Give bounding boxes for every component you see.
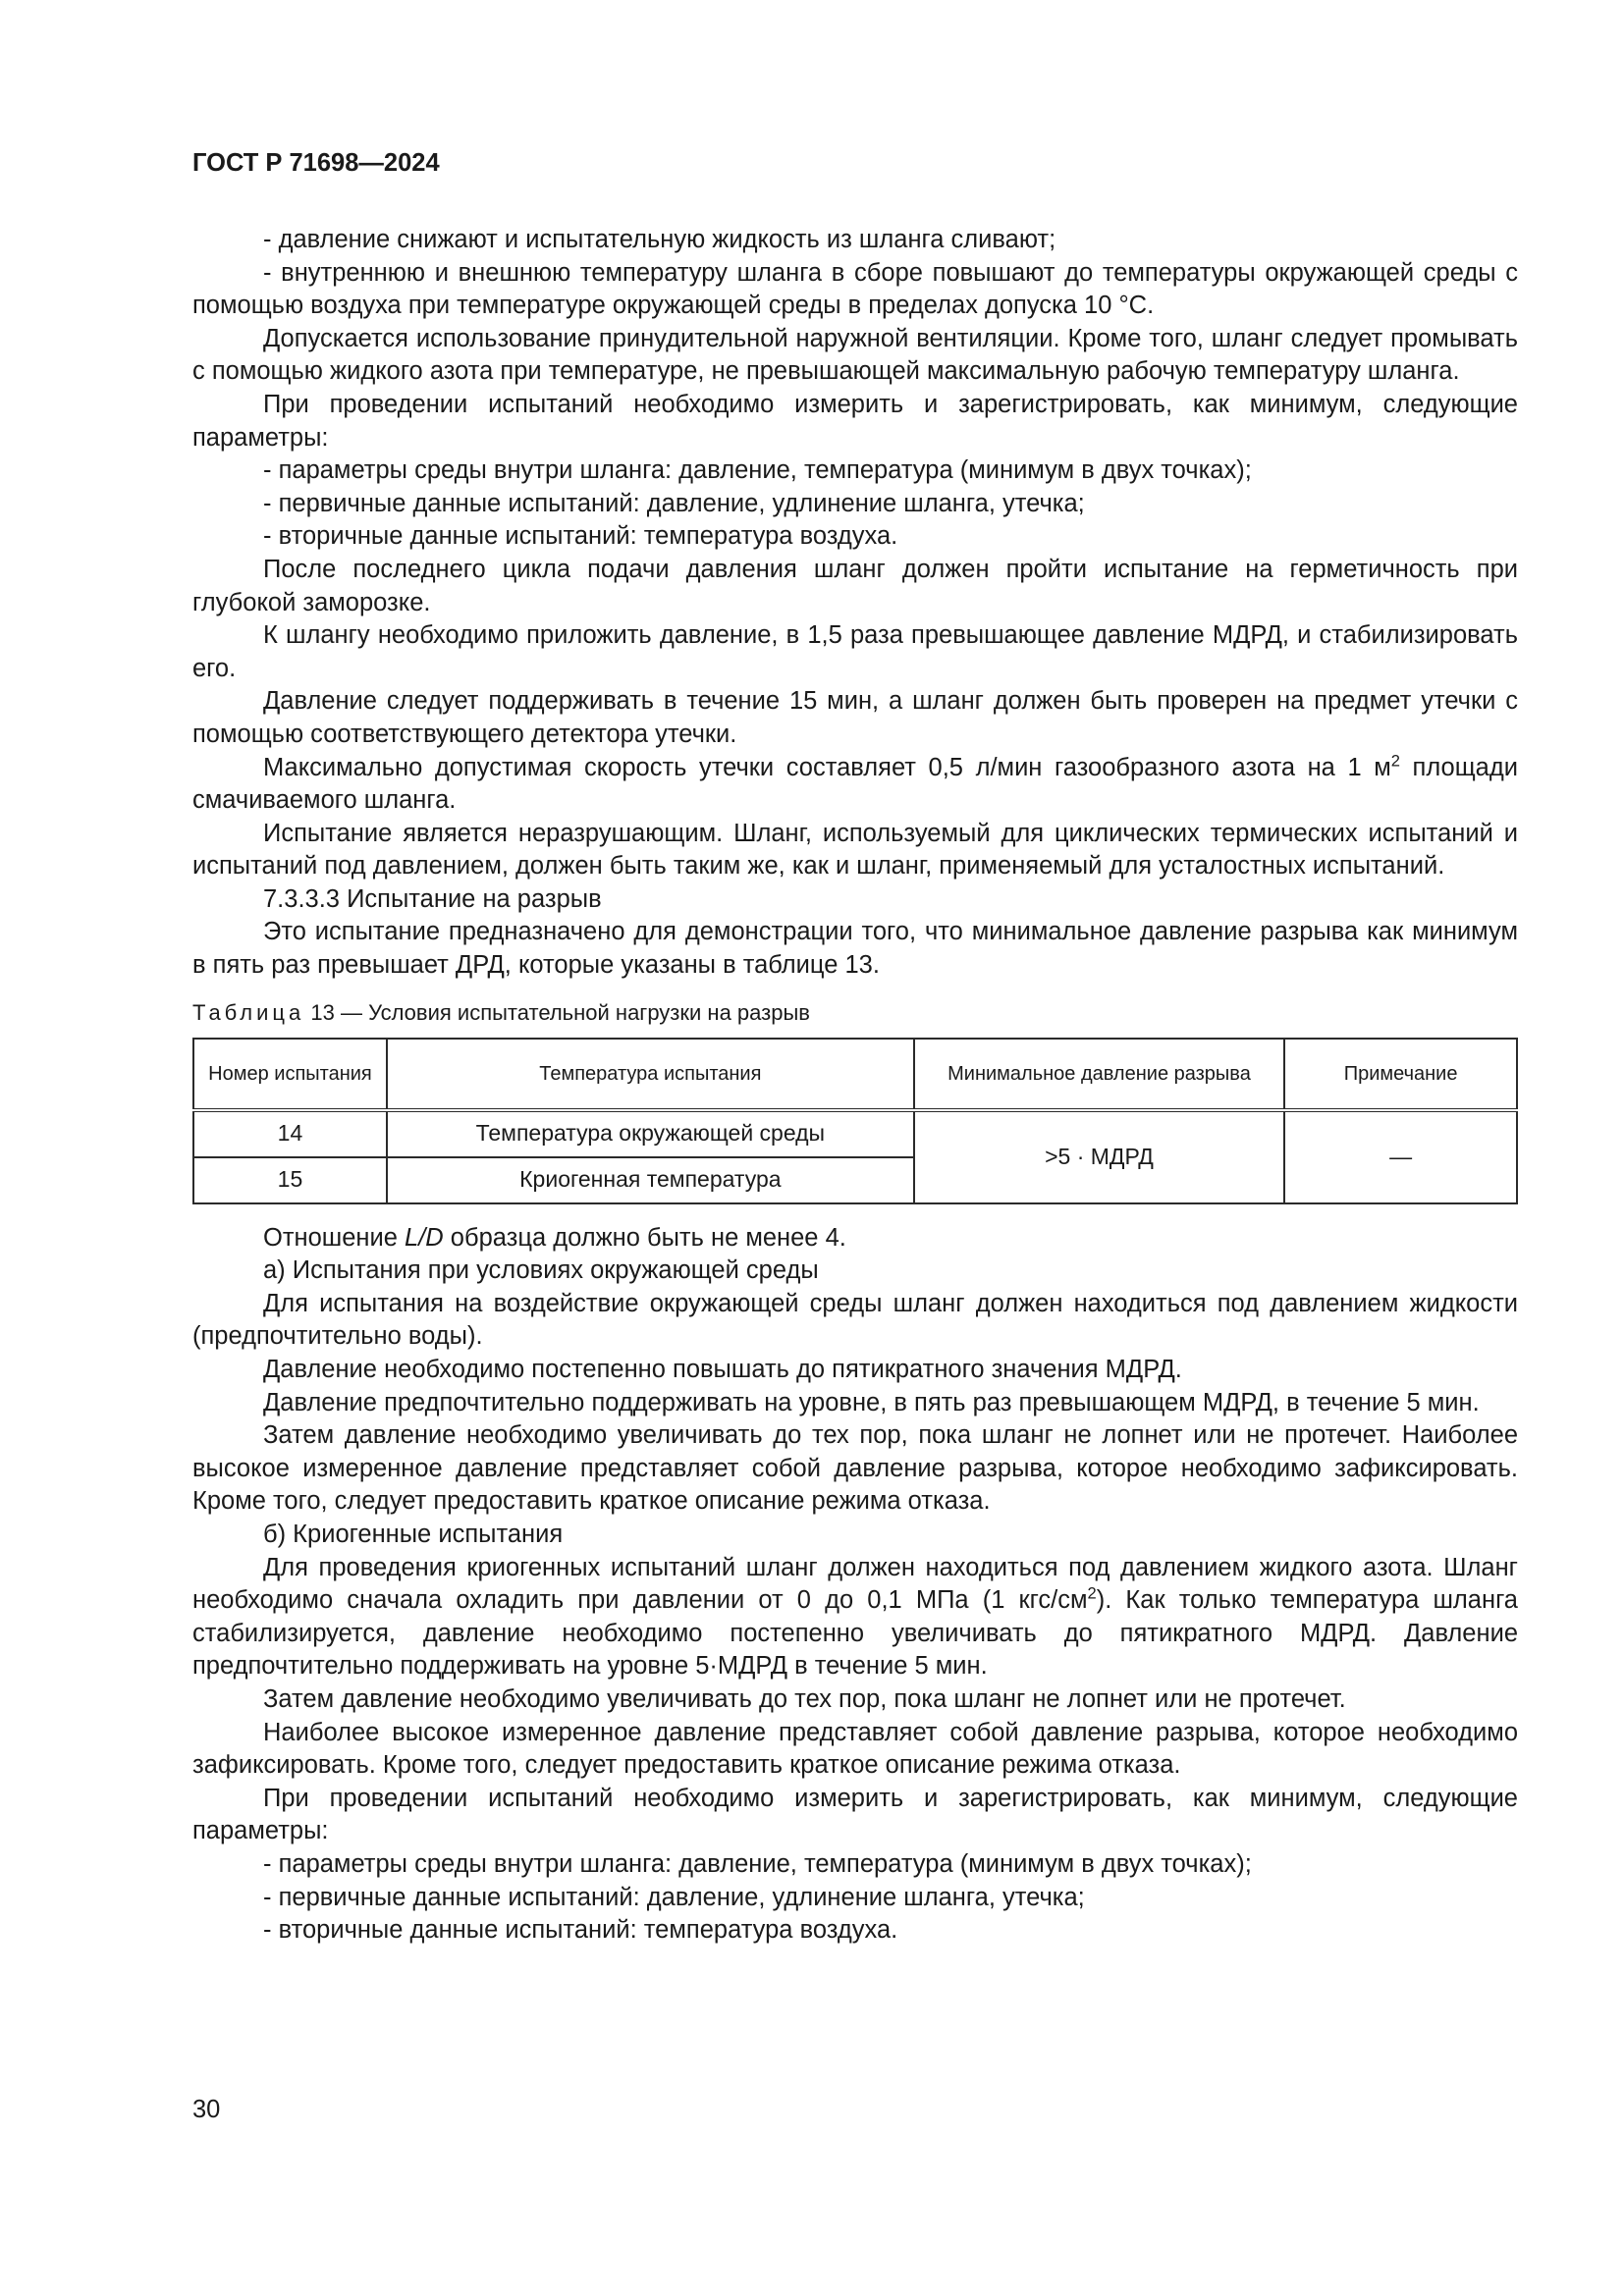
paragraph: Испытание является неразрушающим. Шланг, используемый для циклических термических испытаний и испытаний под давлением, должен быть таким же, как и шланг, применяемый для усталостных испытаний. [192,819,1518,881]
paragraph: Давление следует поддерживать в течение 15 мин, а шланг должен быть проверен на предмет утечки с помощью соответствующего детектора утечки. [192,687,1518,748]
table-caption-text: 13 — Условия испытательной нагрузки на разрыв [304,999,810,1025]
table-caption-label: Таблица [192,999,305,1025]
paragraph: Это испытание предназначено для демонстрации того, что минимальное давление разрыва как минимум в пять раз превышает ДРД, которые указаны в таблице 13. [192,918,1518,980]
page-number: 30 [192,2096,221,2123]
paragraph: - внутреннюю и внешнюю температуру шланга в сборе повышают до температуры окружающей среды с помощью воздуха при температуре окружающей среды в пределах допуска 10 °С. [192,258,1518,320]
subsection-heading: б) Криогенные испытания [263,1521,564,1548]
paragraph-ld-ratio [192,1222,1518,1255]
subsection-heading: а) Испытания при условиях окружающей среды [263,1256,819,1285]
paragraph: - давление снижают и испытательную жидкость из шланга сливают; [263,226,1056,253]
column-header: Примечание [1284,1039,1517,1110]
text-run: ). Как только температура шланга стабилизируется, давление необходимо постепенно увеличивать до пятикратного МДРД. Давление предпочтительно поддерживать на уровне 5·МДРД в течение 5 мин. [192,1586,1518,1681]
paragraph: К шлангу необходимо приложить давление, в 1,5 раза превышающее давление МДРД, и стабилизировать его. [192,621,1518,682]
paragraph-leak-rate [192,752,1518,818]
section-heading: 7.3.3.3 Испытание на разрыв [263,884,602,913]
data-table [192,1038,1518,1204]
table-row [193,1110,1517,1157]
text-run: площади смачиваемого шланга. [192,753,1518,815]
superscript: 2 [1087,1583,1097,1603]
paragraph: При проведении испытаний необходимо измерить и зарегистрировать, как минимум, следующие параметры: [192,390,1518,452]
table-cell-temperature: Криогенная температура [387,1157,914,1203]
column-header: Минимальное давление разрыва [914,1039,1284,1110]
paragraph: Затем давление необходимо увеличивать до тех пор, пока шланг не лопнет или не протечет. Наиболее высокое измеренное давление представляет собой давление разрыва, которое необходимо зафиксировать. Кроме того, следует предоставить краткое описание режима отказа. [192,1421,1518,1516]
table-cell-note: — [1284,1110,1517,1203]
text-run: Отношение [263,1223,406,1252]
text-run: Максимально допустимая скорость утечки составляет 0,5 л/мин газообразного азота на 1 м [263,753,1391,781]
paragraph: Затем давление необходимо увеличивать до тех пор, пока шланг не лопнет или не протечет. [263,1684,1346,1713]
table-cell-temperature: Температура окружающей среды [387,1110,914,1157]
paragraph: Наиболее высокое измеренное давление представляет собой давление разрыва, которое необходимо зафиксировать. Кроме того, следует предоставить краткое описание режима отказа. [192,1718,1518,1780]
column-header: Температура испытания [387,1039,914,1110]
text-run: образца должно быть не менее 4. [443,1223,846,1252]
table-cell-number: 14 [193,1110,387,1157]
list-item: - вторичные данные испытаний: температура воздуха. [263,1916,898,1945]
document-body [192,224,1518,1948]
paragraph: Давление необходимо постепенно повышать до пятикратного значения МДРД. [263,1356,1182,1384]
italic-text: L/D [405,1223,444,1252]
list-item: - вторичные данные испытаний: температура воздуха. [263,522,898,551]
table-header-row [193,1039,1517,1110]
paragraph: После последнего цикла подачи давления шланг должен пройти испытание на герметичность при глубокой заморозке. [192,555,1518,616]
text-run: Для проведения криогенных испытаний шланг должен находиться под давлением жидкого азота. Шланг необходимо сначала охладить при давлении от 0 до 0,1 МПа (1 кгс/см [192,1553,1518,1615]
paragraph: Допускается использование принудительной наружной вентиляции. Кроме того, шланг следует промывать с помощью жидкого азота при температуре, не превышающей максимальную рабочую температуру шланга. [192,324,1518,386]
list-item: - первичные данные испытаний: давление, удлинение шланга, утечка; [263,489,1085,517]
superscript: 2 [1390,751,1400,770]
list-item: - параметры среды внутри шланга: давление, температура (минимум в двух точках); [263,456,1252,485]
paragraph: Для испытания на воздействие окружающей среды шланг должен находиться под давлением жидкости (предпочтительно воды). [192,1289,1518,1351]
document-header: ГОСТ Р 71698—2024 [192,149,440,177]
column-header: Номер испытания [193,1039,387,1110]
list-item: - первичные данные испытаний: давление, удлинение шланга, утечка; [263,1883,1085,1911]
table-cell-pressure: >5 · МДРД [914,1110,1284,1203]
paragraph: Давление предпочтительно поддерживать на уровне, в пять раз превышающем МДРД, в течение 5 мин. [263,1388,1480,1416]
paragraph-cryogenic [192,1552,1518,1683]
paragraph: При проведении испытаний необходимо измерить и зарегистрировать, как минимум, следующие параметры: [192,1784,1518,1845]
list-item: - параметры среды внутри шланга: давление, температура (минимум в двух точках); [263,1849,1252,1878]
table-cell-number: 15 [193,1157,387,1203]
table-caption [192,998,1518,1028]
